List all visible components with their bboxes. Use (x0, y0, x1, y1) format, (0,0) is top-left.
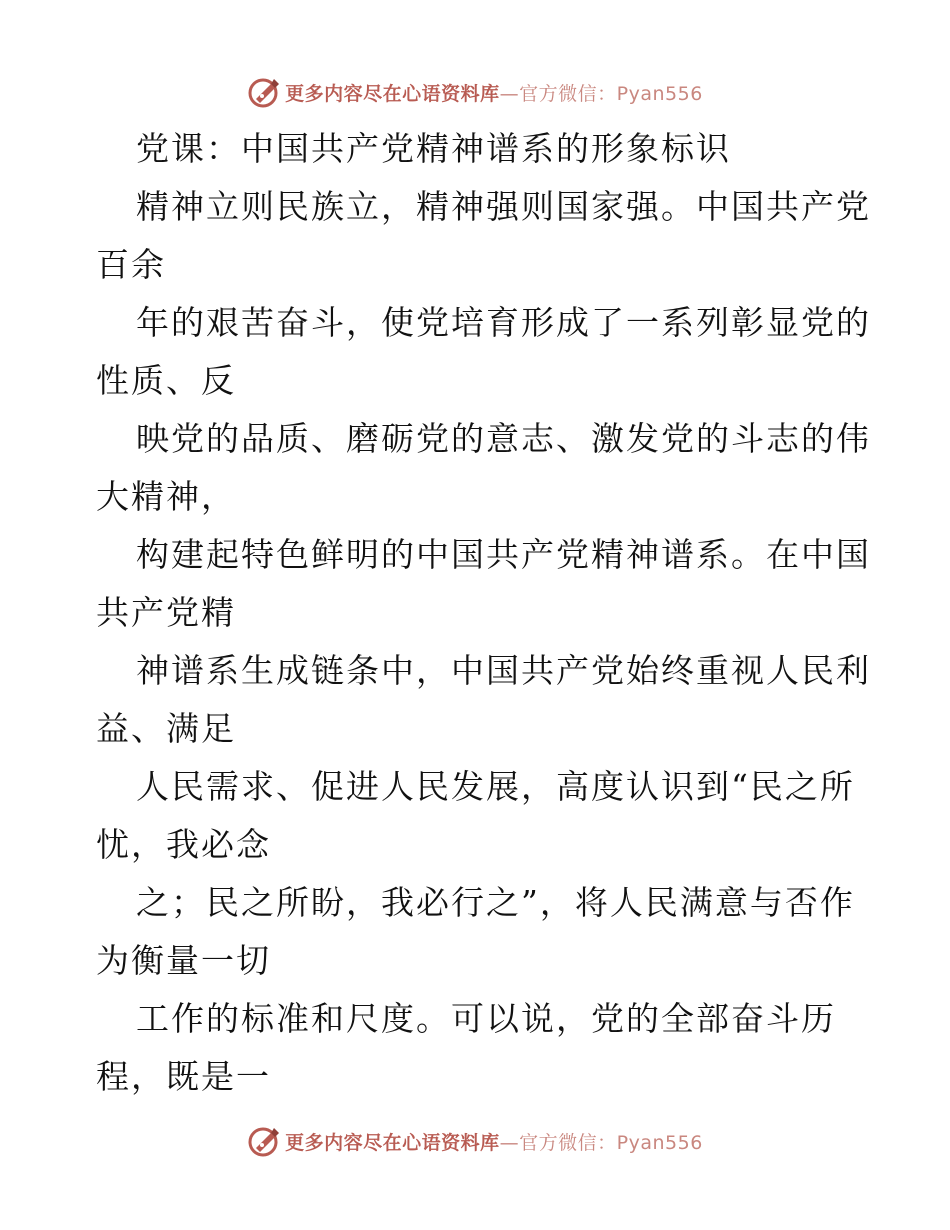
text-line: 构建起特色鲜明的中国共产党精神谱系。在中国 (136, 535, 871, 574)
text-line: 之；民之所盼，我必行之”，将人民满意与否作 (136, 883, 855, 922)
text-line: 年的艰苦奋斗，使党培育形成了一系列彰显党的 (136, 303, 871, 342)
text-line: 忧，我必念 (96, 825, 271, 864)
header-watermark (0, 72, 950, 112)
watermark-contact: —官方微信：Pyan556 (499, 82, 703, 105)
watermark-brand: 更多内容尽在心语资料库 (285, 1131, 500, 1154)
document-title-line: 党课：中国共产党精神谱系的形象标识 (136, 129, 731, 168)
document-body (96, 120, 871, 1106)
text-line: 性质、反 (96, 361, 236, 400)
text-line: 精神立则民族立，精神强则国家强。中国共产党 (136, 187, 871, 226)
watermark-contact: —官方微信：Pyan556 (499, 1131, 703, 1154)
text-line: 益、满足 (96, 709, 236, 748)
text-line: 大精神， (96, 477, 236, 516)
pen-logo-icon (247, 1124, 281, 1158)
text-line: 神谱系生成链条中，中国共产党始终重视人民利 (136, 651, 871, 690)
text-line: 映党的品质、磨砺党的意志、激发党的斗志的伟 (136, 419, 871, 458)
text-line: 程，既是一 (96, 1057, 271, 1096)
pen-logo-icon (247, 75, 281, 109)
footer-watermark (0, 1121, 950, 1161)
text-line: 工作的标准和尺度。可以说，党的全部奋斗历 (136, 999, 836, 1038)
text-line: 共产党精 (96, 593, 236, 632)
text-line: 百余 (96, 245, 166, 284)
watermark-brand: 更多内容尽在心语资料库 (285, 82, 500, 105)
text-line: 人民需求、促进人民发展，高度认识到“民之所 (136, 767, 855, 806)
text-line: 为衡量一切 (96, 941, 271, 980)
